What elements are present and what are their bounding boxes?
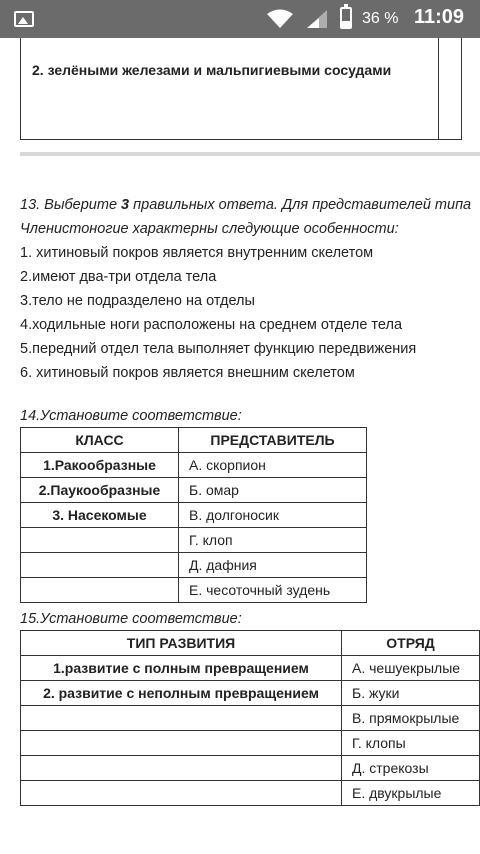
table-cell: Г. клоп xyxy=(179,528,367,553)
table-row xyxy=(21,578,367,603)
option: 3.тело не подразделено на отделы xyxy=(20,293,255,309)
header-cell: ОТРЯД xyxy=(342,631,480,656)
table-cell: Б. омар xyxy=(179,478,367,503)
question-15-table xyxy=(20,630,480,806)
table-cell: А. чешуекрылые xyxy=(342,656,480,681)
table-cell xyxy=(21,781,342,806)
table-cell: Е. чесоточный зудень xyxy=(179,578,367,603)
table-cell: 3. Насекомые xyxy=(21,503,179,528)
table-row xyxy=(21,706,480,731)
table-cell xyxy=(21,578,179,603)
signal-icon xyxy=(306,9,328,29)
table-cell: В. долгоносик xyxy=(179,503,367,528)
table-row xyxy=(21,756,480,781)
question-13-title: 13. Выберите 3 правильных ответа. Для представителей типа xyxy=(20,197,472,213)
option: 6. хитиновый покров является внешним скелетом xyxy=(20,365,355,381)
table-cell xyxy=(21,706,342,731)
table-row xyxy=(21,681,480,706)
question-14-title: 14.Установите соответствие: xyxy=(20,408,242,424)
question-14-table xyxy=(20,427,367,603)
table-header-row xyxy=(21,631,480,656)
header-cell: ТИП РАЗВИТИЯ xyxy=(21,631,342,656)
clock: 11:09 xyxy=(414,6,465,28)
table-cell xyxy=(21,528,179,553)
table-cell: 1.Ракообразные xyxy=(21,453,179,478)
table-row xyxy=(21,528,367,553)
table-cell: 2.Паукообразные xyxy=(21,478,179,503)
table-row xyxy=(21,781,480,806)
wifi-icon xyxy=(266,9,294,29)
table-cell: 1.развитие с полным превращением xyxy=(21,656,342,681)
table-cell xyxy=(21,553,179,578)
image-icon xyxy=(14,11,34,27)
option: 5.передний отдел тела выполняет функцию передвижения xyxy=(20,341,417,357)
table-header-row xyxy=(21,428,367,453)
table-cell: Д. стрекозы xyxy=(342,756,480,781)
table-cell xyxy=(21,756,342,781)
battery-percent: 36 % xyxy=(362,10,399,27)
table-row xyxy=(21,656,480,681)
header-cell: ПРЕДСТАВИТЕЛЬ xyxy=(179,428,367,453)
table-row xyxy=(21,553,367,578)
question-13 xyxy=(20,193,480,385)
table-cell: Д. дафния xyxy=(179,553,367,578)
table-cell: Е. двукрылые xyxy=(342,781,480,806)
previous-answer-text: 2. зелёными железами и мальпигиевыми сосудами xyxy=(32,62,392,78)
table-cell xyxy=(21,731,342,756)
table-cell: Б. жуки xyxy=(342,681,480,706)
option: 1. хитиновый покров является внутренним скелетом xyxy=(20,245,374,261)
table-divider xyxy=(438,38,439,140)
option: 4.ходильные ноги расположены на среднем отделе тела xyxy=(20,317,403,333)
question-13-subtitle: Членистоногие характерны следующие особенности: xyxy=(20,221,399,237)
battery-icon xyxy=(340,7,352,29)
section-divider xyxy=(20,152,480,156)
table-row xyxy=(21,503,367,528)
table-cell: Г. клопы xyxy=(342,731,480,756)
option: 2.имеют два-три отдела тела xyxy=(20,269,217,285)
question-15-title: 15.Установите соответствие: xyxy=(20,611,242,627)
table-cell: В. прямокрылые xyxy=(342,706,480,731)
table-row xyxy=(21,731,480,756)
previous-question-table xyxy=(20,38,462,140)
header-cell: КЛАСС xyxy=(21,428,179,453)
table-cell: 2. развитие с неполным превращением xyxy=(21,681,342,706)
table-row xyxy=(21,453,367,478)
table-cell: А. скорпион xyxy=(179,453,367,478)
status-bar xyxy=(0,0,480,38)
table-row xyxy=(21,478,367,503)
